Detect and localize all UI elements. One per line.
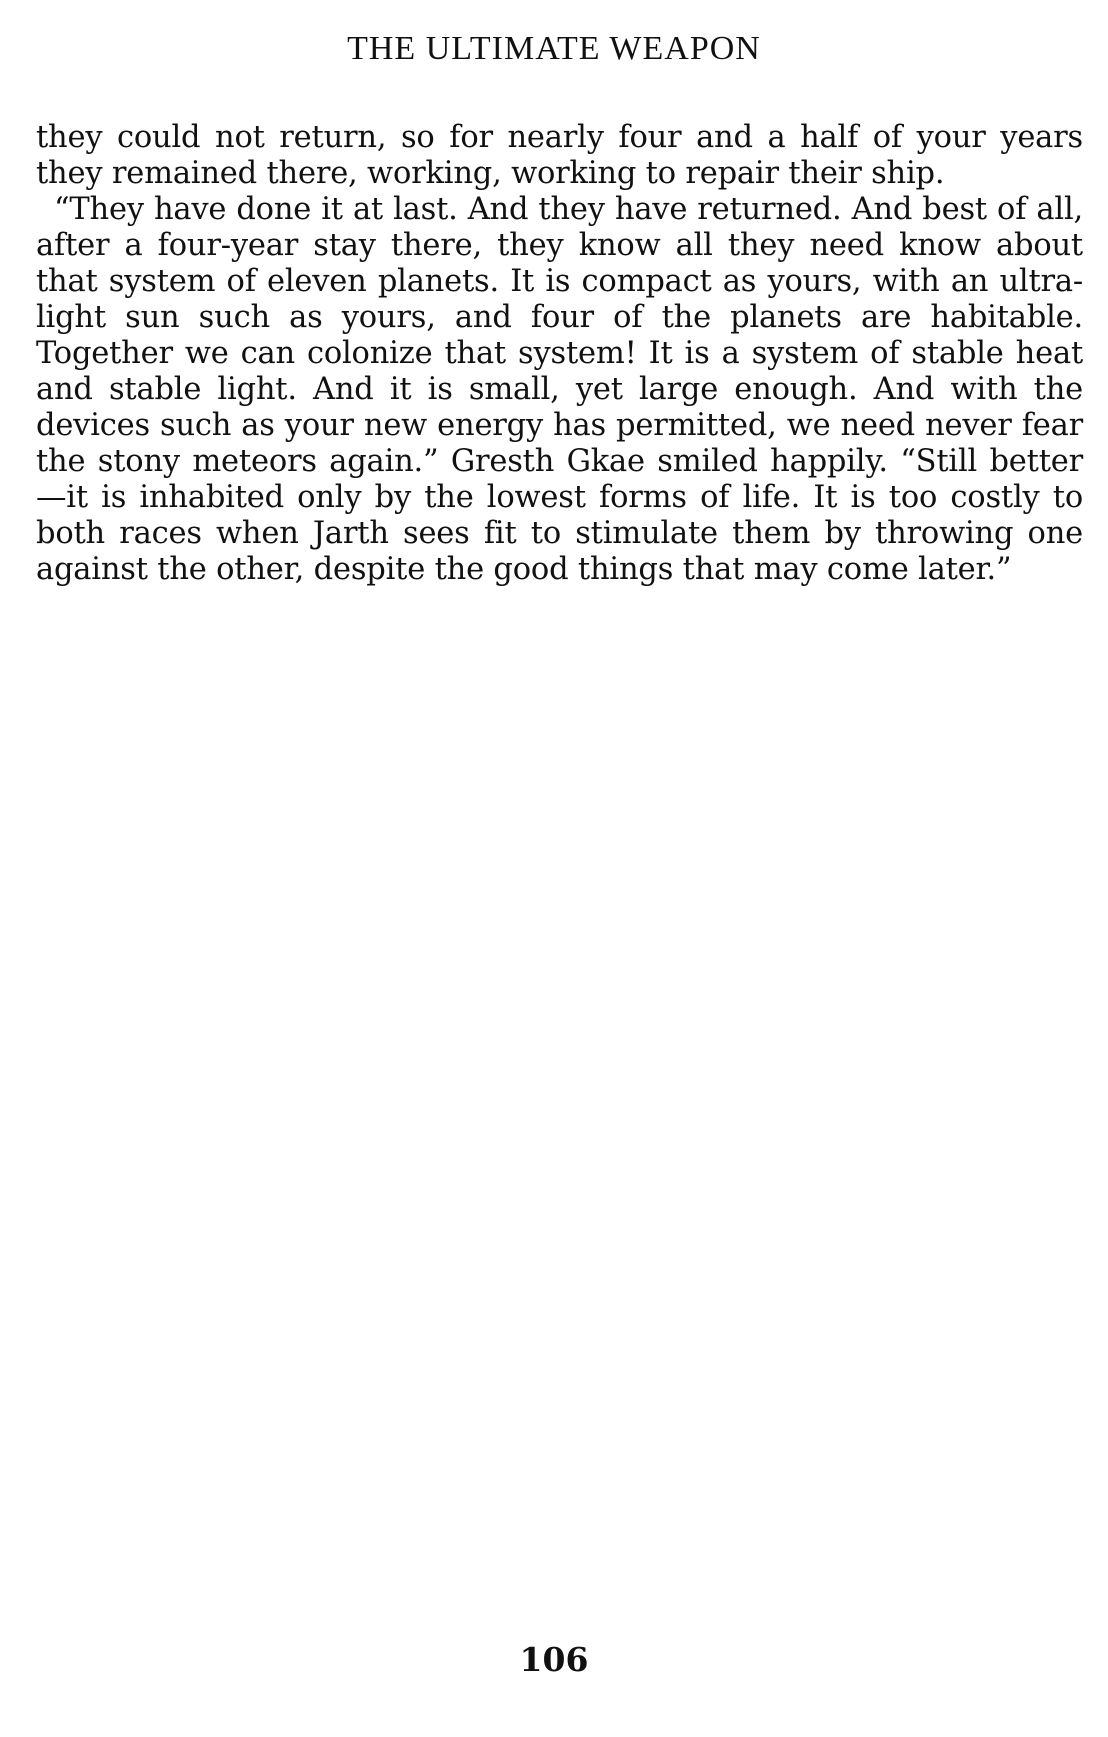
body-text (36, 120, 1083, 588)
paragraph-dialogue: “They have done it at last. And they have returned. And best of all, after a four-year stay there, they know all they need know about that system of eleven planets. It is compact as yours, with an ultra-light sun such as yours, and four of the planets are habitable. Together we can colonize that system! It is a system of stable heat and stable light. And it is small, yet large enough. And with the devices such as your new energy has permitted, we need never fear the stony meteors again.” Gresth Gkae smiled happily. “Still better—it is inhabited only by the lowest forms of life. It is too costly to both races when Jarth sees fit to stimulate them by throwing one against the other, despite the good things that may come later.” (36, 192, 1083, 587)
running-head-title: THE ULTIMATE WEAPON (347, 30, 761, 67)
page-number: 106 (519, 1640, 589, 1679)
paragraph-continuation: they could not return, so for nearly four and a half of your years they remained there, working, working to repair their ship. (36, 120, 1083, 191)
